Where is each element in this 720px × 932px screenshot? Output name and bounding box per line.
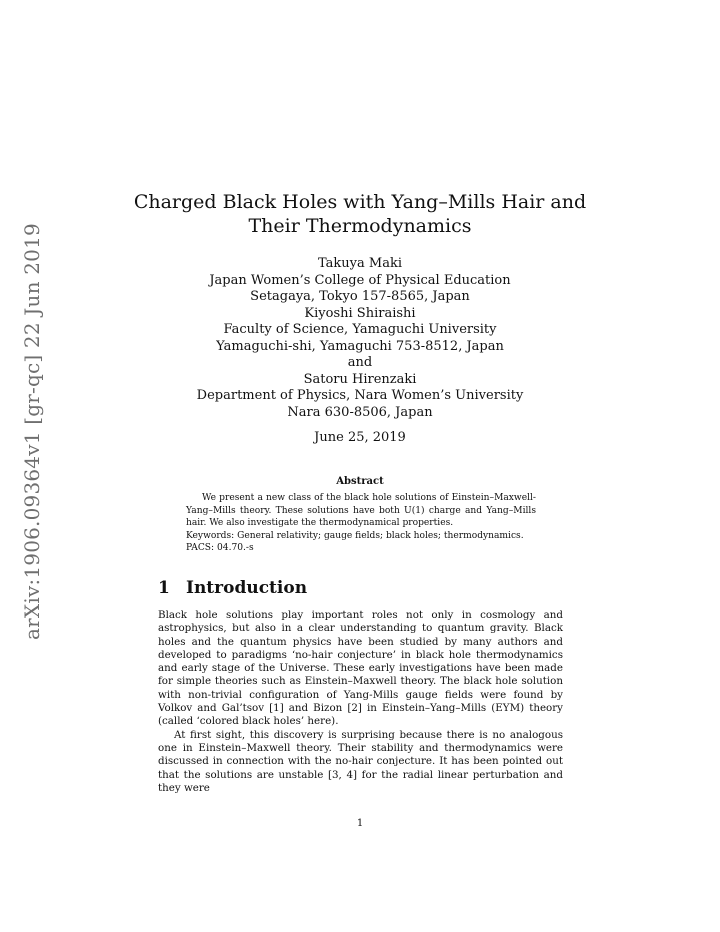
author-block — [120, 256, 600, 421]
author-line: Kiyoshi Shiraishi — [304, 305, 416, 321]
abstract-text: We present a new class of the black hole solutions of Einstein–Maxwell-Yang–Mills theory. These solutions have both U(1) charge and Yang–Mills hair. We also investigate the thermodynamical properties. — [186, 493, 536, 528]
author-line: Nara 630-8506, Japan — [287, 404, 433, 420]
abstract-body — [186, 492, 536, 555]
body-paragraph: Black hole solutions play important roles not only in cosmology and astrophysics, but also in a clear understanding to quantum gravity. Black holes and the quantum physics have been studied by many authors and developed to paradigms ‘no-hair conjecture’ in black hole thermodynamics and early stage of the Universe. These early investigations have been made for simple theories such as Einstein–Maxwell theory. The black hole solution with non-trivial configuration of Yang-Mills gauge fields were found by Volkov and Gal’tsov [1] and Bizon [2] in Einstein–Yang–Mills (EYM) theory (called ‘colored black holes’ here). — [158, 609, 563, 728]
abstract-keywords: Keywords: General relativity; gauge fields; black holes; thermodynamics. — [186, 530, 524, 541]
author-line: Takuya Maki — [318, 256, 402, 271]
section-body — [158, 609, 563, 795]
author-line: Yamaguchi-shi, Yamaguchi 753-8512, Japan — [216, 338, 504, 354]
arxiv-identifier: arXiv:1906.09364v1 [gr-qc] 22 Jun 2019 — [20, 223, 44, 640]
section-number: 1 — [158, 578, 170, 598]
author-line: Satoru Hirenzaki — [303, 371, 417, 387]
abstract-heading: Abstract — [336, 476, 384, 487]
author-line: Department of Physics, Nara Women’s University — [196, 388, 524, 403]
author-line: and — [347, 355, 373, 370]
title-line-1: Charged Black Holes with Yang–Mills Hair and — [133, 191, 587, 213]
section-title: Introduction — [186, 578, 308, 598]
paper-date: June 25, 2019 — [314, 430, 406, 445]
page-number: 1 — [356, 818, 364, 829]
title-block — [120, 190, 600, 238]
title-line-2: Their Thermodynamics — [248, 215, 472, 237]
author-line: Setagaya, Tokyo 157-8565, Japan — [250, 289, 470, 304]
author-line: Japan Women’s College of Physical Education — [209, 272, 511, 288]
section-heading — [158, 578, 307, 598]
paper-title — [120, 190, 600, 238]
body-paragraph: At first sight, this discovery is surprising because there is no analogous one in Einstein–Maxwell theory. Their stability and thermodynamics were discussed in connection with the no-hair conjecture. It has been pointed out that the solutions are unstable [3, 4] for the radial linear perturbation and they were — [158, 728, 563, 794]
abstract-pacs: PACS: 04.70.-s — [186, 543, 254, 553]
author-line: Faculty of Science, Yamaguchi University — [223, 322, 497, 337]
